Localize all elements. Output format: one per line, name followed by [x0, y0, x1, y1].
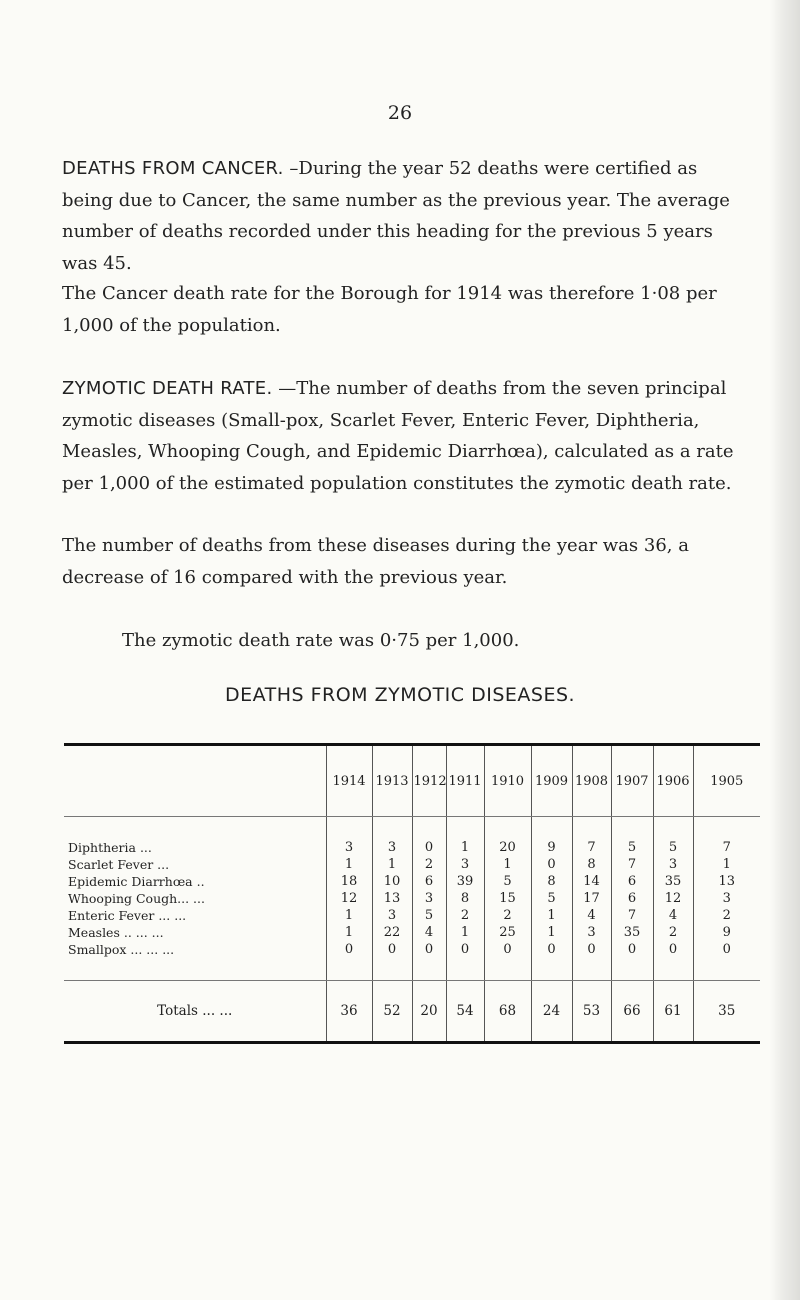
paragraph-zymotic-rate [122, 625, 800, 657]
cell: 3 [693, 890, 760, 907]
cell: 0 [484, 941, 531, 981]
cell: 0 [572, 941, 611, 981]
cell: 1 [446, 924, 484, 941]
paragraph-cancer-rate [62, 278, 752, 341]
paragraph-zymotic [62, 373, 752, 499]
cell: 1 [372, 856, 412, 873]
cell: 1 [326, 924, 372, 941]
cell: 5 [531, 890, 572, 907]
paragraph-cancer-text: –During the year 52 deaths were certified as being due to Cancer, the same number as the previous year. The average number of deaths recorded under this heading for the previous 5 years was 45. [62, 158, 730, 274]
total-cell: 66 [611, 981, 653, 1043]
cell: 0 [531, 856, 572, 873]
cell: 13 [372, 890, 412, 907]
total-cell: 36 [326, 981, 372, 1043]
header-year: 1909 [531, 745, 572, 817]
cell: 0 [326, 941, 372, 981]
cell: 10 [372, 873, 412, 890]
cell: 0 [531, 941, 572, 981]
cell: 4 [412, 924, 446, 941]
totals-row [64, 981, 760, 1043]
cell: 6 [611, 890, 653, 907]
cell: 7 [611, 856, 653, 873]
totals-label: Totals ... ... [157, 1003, 233, 1019]
cell: 4 [572, 907, 611, 924]
header-year: 1908 [572, 745, 611, 817]
total-cell: 52 [372, 981, 412, 1043]
cell: 0 [412, 817, 446, 857]
header-year: 1906 [653, 745, 693, 817]
cell: 1 [446, 817, 484, 857]
paragraph-cancer-rate-text: The Cancer death rate for the Borough for 1914 was therefore 1·08 per 1,000 of the population. [62, 283, 717, 336]
total-cell: 24 [531, 981, 572, 1043]
header-year: 1912 [412, 745, 446, 817]
cell: 1 [531, 907, 572, 924]
cell: 5 [412, 907, 446, 924]
cell: 0 [611, 941, 653, 981]
total-cell: 20 [412, 981, 446, 1043]
header-year: 1914 [326, 745, 372, 817]
table-row [64, 817, 760, 857]
paragraph-zymotic-count [62, 530, 752, 593]
cell: 3 [653, 856, 693, 873]
cell: 0 [653, 941, 693, 981]
page-number: 26 [387, 102, 413, 124]
total-cell: 61 [653, 981, 693, 1043]
cell: 6 [412, 873, 446, 890]
cell: 2 [412, 856, 446, 873]
cell: 2 [446, 907, 484, 924]
row-label: Epidemic Diarrhœa .. [68, 874, 205, 889]
cell: 12 [653, 890, 693, 907]
cell: 5 [611, 817, 653, 857]
row-label: Enteric Fever ... ... [68, 908, 187, 923]
cell: 3 [572, 924, 611, 941]
row-label: Measles .. ... ... [68, 925, 164, 940]
total-cell: 53 [572, 981, 611, 1043]
cell: 17 [572, 890, 611, 907]
cell: 35 [653, 873, 693, 890]
cell: 3 [446, 856, 484, 873]
cell: 2 [484, 907, 531, 924]
paragraph-cancer [62, 153, 752, 279]
row-label: Scarlet Fever ... [68, 857, 170, 872]
header-year: 1905 [693, 745, 760, 817]
cell: 1 [484, 856, 531, 873]
cell: 25 [484, 924, 531, 941]
cell: 5 [653, 817, 693, 857]
cell: 4 [653, 907, 693, 924]
cell: 8 [531, 873, 572, 890]
cell: 12 [326, 890, 372, 907]
total-cell: 68 [484, 981, 531, 1043]
row-label: Diphtheria ... [68, 840, 152, 855]
table-row [64, 907, 760, 924]
cell: 3 [372, 907, 412, 924]
cell: 14 [572, 873, 611, 890]
cell: 8 [446, 890, 484, 907]
cell: 2 [693, 907, 760, 924]
heading-cancer: DEATHS FROM CANCER. [62, 158, 284, 179]
cell: 5 [484, 873, 531, 890]
table-header-row [64, 745, 760, 817]
header-year: 1911 [446, 745, 484, 817]
cell: 15 [484, 890, 531, 907]
cell: 1 [531, 924, 572, 941]
cell: 9 [531, 817, 572, 857]
table-row [64, 890, 760, 907]
cell: 1 [693, 856, 760, 873]
row-label: Smallpox ... ... ... [64, 941, 326, 981]
total-cell: 54 [446, 981, 484, 1043]
cell: 35 [611, 924, 653, 941]
paragraph-zymotic-text: —The number of deaths from the seven principal zymotic diseases (Small-pox, Scarlet Fever, Enteric Fever, Diphtheria, Measles, Whooping Cough, and Epidemic Diarrhœa), calculated as a rate per 1,000 of the estimated population constitutes the zymotic death rate. [62, 378, 734, 494]
cell: 0 [446, 941, 484, 981]
row-label: Whooping Cough... ... [68, 891, 205, 906]
header-label-cell [64, 745, 326, 817]
heading-zymotic: ZYMOTIC DEATH RATE. [62, 378, 273, 399]
cell: 20 [484, 817, 531, 857]
header-year: 1910 [484, 745, 531, 817]
cell: 13 [693, 873, 760, 890]
table-row [64, 924, 760, 941]
cell: 39 [446, 873, 484, 890]
cell: 1 [326, 856, 372, 873]
total-cell: 35 [693, 981, 760, 1043]
cell: 0 [693, 941, 760, 981]
cell: 6 [611, 873, 653, 890]
cell: 9 [693, 924, 760, 941]
cell: 3 [326, 817, 372, 857]
cell: 7 [611, 907, 653, 924]
cell: 0 [372, 941, 412, 981]
cell: 8 [572, 856, 611, 873]
cell: 7 [693, 817, 760, 857]
cell: 18 [326, 873, 372, 890]
cell: 7 [572, 817, 611, 857]
table-row [64, 856, 760, 873]
cell: 0 [412, 941, 446, 981]
cell: 22 [372, 924, 412, 941]
paragraph-zymotic-rate-text: The zymotic death rate was 0·75 per 1,000. [122, 630, 520, 651]
cell: 3 [412, 890, 446, 907]
zymotic-deaths-table [64, 743, 760, 1044]
cell: 2 [653, 924, 693, 941]
table-row [64, 873, 760, 890]
table-title: DEATHS FROM ZYMOTIC DISEASES. [224, 684, 576, 706]
header-year: 1907 [611, 745, 653, 817]
paragraph-zymotic-count-text: The number of deaths from these diseases during the year was 36, a decrease of 16 compared with the previous year. [62, 535, 689, 588]
cell: 1 [326, 907, 372, 924]
cell: 3 [372, 817, 412, 857]
table-row [64, 941, 760, 981]
header-year: 1913 [372, 745, 412, 817]
